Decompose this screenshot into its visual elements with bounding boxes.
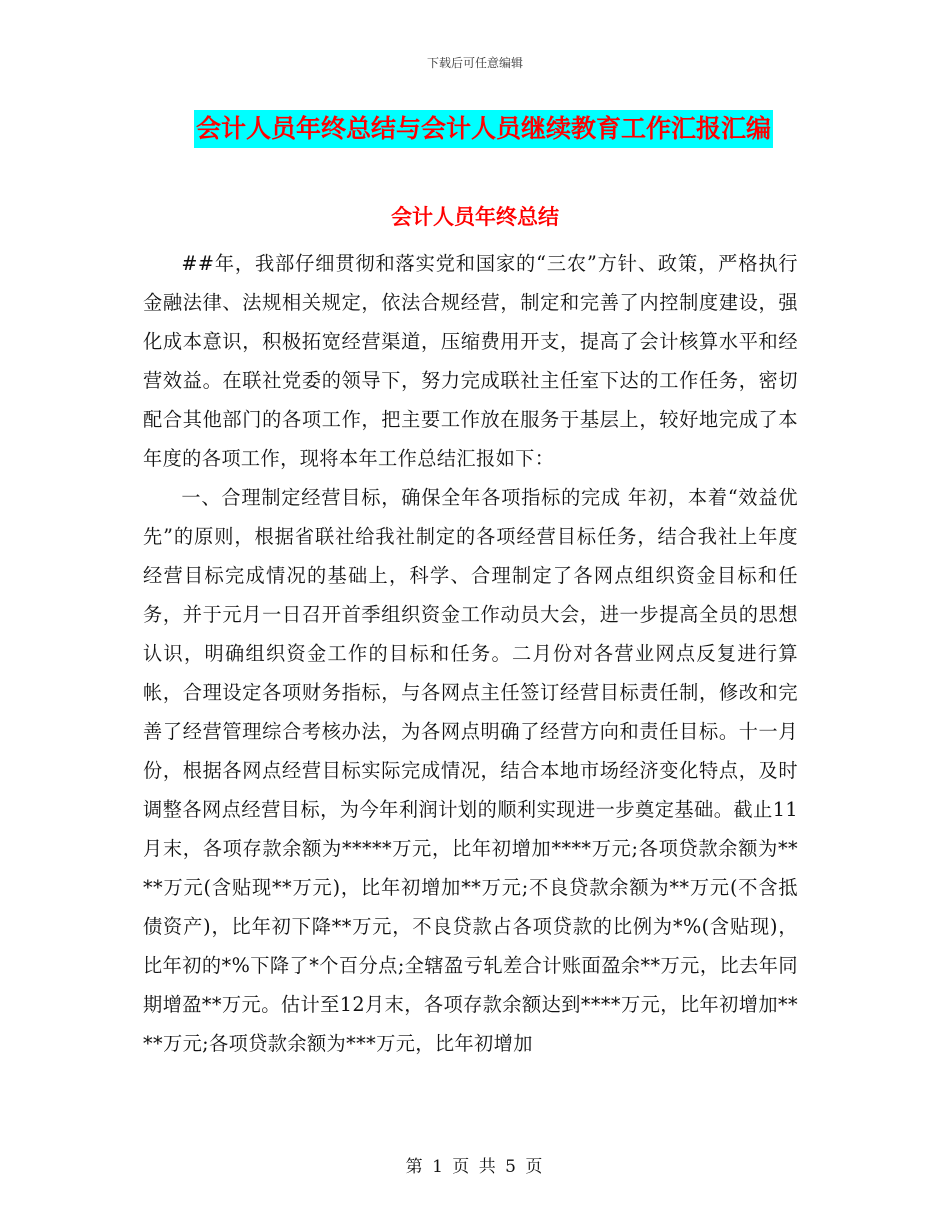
document-title: 会计人员年终总结与会计人员继续教育工作汇报汇编 (194, 110, 773, 148)
section-title: 会计人员年终总结 (391, 205, 559, 229)
page-header-note: 下载后可任意编辑 (426, 56, 523, 70)
body-paragraph-2: 一、合理制定经营目标，确保全年各项指标的完成 年初，本着“效益优先”的原则，根据省联社给我社制定的各项经营目标任务，结合我社上年度经营目标完成情况的基础上，科学、合理制定了各网点组织资金目标和任务，并于元月一日召开首季组织资金工作动员大会，进一步提高全员的思想认识，明确组织资金工作的目标和任务。二月份对各营业网点反复进行算帐，合理设定各项财务指标，与各网点主任签订经营目标责任制，修改和完善了经营管理综合考核办法，为各网点明确了经营方向和责任目标。十一月份，根据各网点经营目标实际完成情况，结合本地市场经济变化特点，及时调整各网点经营目标，为今年利润计划的顺利实现进一步奠定基础。截止11月末，各项存款余额为*****万元，比年初增加****万元;各项贷款余额为****万元(含贴现**万元)，比年初增加**万元;不良贷款余额为**万元(不含抵债资产)，比年初下降**万元，不良贷款占各项贷款的比例为*%(含贴现)，比年初的*%下降了*个百分点;全辖盈亏轧差合计账面盈余**万元，比去年同期增盈**万元。估计至12月末，各项存款余额达到****万元，比年初增加****万元;各项贷款余额为***万元，比年初增加 (143, 486, 798, 1055)
page-number-footer: 第 1 页 共 5 页 (405, 1157, 545, 1177)
body-paragraph-1: ##年，我部仔细贯彻和落实党和国家的“三农”方针、政策，严格执行金融法律、法规相关规定，依法合规经营，制定和完善了内控制度建设，强化成本意识，积极拓宽经营渠道，压缩费用开支，提高了会计核算水平和经营效益。在联社党委的领导下，努力完成联社主任室下达的工作任务，密切配合其他部门的各项工作，把主要工作放在服务于基层上，较好地完成了本年度的各项工作，现将本年工作总结汇报如下： (143, 252, 798, 470)
document-body (143, 244, 798, 1063)
